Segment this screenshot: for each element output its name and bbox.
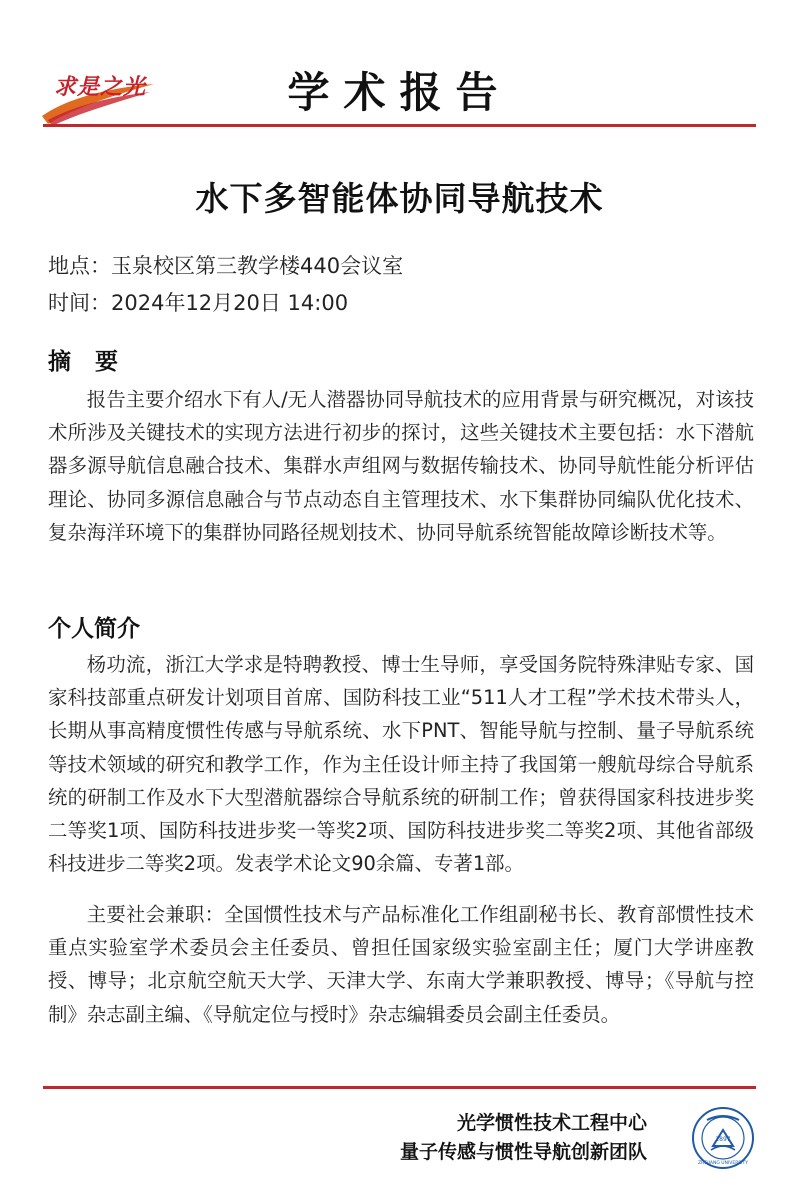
org-name-2: 量子传感与惯性导航创新团队 [399,1141,647,1163]
svg-text:ZHEJIANG UNIVERSITY: ZHEJIANG UNIVERSITY [697,1161,749,1166]
logo-text: 求是之光 [54,74,147,100]
bio-heading: 个人简介 [48,616,140,642]
footer-divider [43,1086,756,1089]
bio-paragraph-2: 主要社会兼职：全国惯性技术与产品标准化工作组副秘书长、教育部惯性技术重点实验室学术委员会主任委员、曾担任国家级实验室副主任；厦门大学讲座教授、博导；北京航空航天大学、天津大学、东南大学兼职教授、博导；《导航与控制》杂志副主编、《导航定位与授时》杂志编辑委员会副主任委员。 [48,903,754,1026]
svg-text:1897: 1897 [715,1136,731,1143]
talk-time: 时间：2024年12月20日 14:00 [48,291,349,315]
org-name-1: 光学惯性技术工程中心 [456,1112,647,1134]
talk-location: 地点：玉泉校区第三教学楼440会议室 [48,254,404,278]
zhejiang-university-seal-icon [691,1106,755,1170]
header-divider [43,124,756,127]
abstract-heading: 摘 要 [48,349,127,375]
talk-title: 水下多智能体协同导航技术 [195,179,604,218]
bio-paragraph-1: 杨功流，浙江大学求是特聘教授、博士生导师，享受国务院特殊津贴专家、国家科技部重点研发计划项目首席、国防科技工业“511人才工程”学术技术带头人，长期从事高精度惯性传感与导航系统、水下PNT、智能导航与控制、量子导航系统等技术领域的研究和教学工作，作为主任设计师主持了我国第一艘航母综合导航系统的研制工作及水下大型潜航器综合导航系统的研制工作；曾获得国家科技进步奖二等奖1项、国防科技进步奖一等奖2项、国防科技进步奖二等奖2项、其他省部级科技进步二等奖2项。发表学术论文90余篇、专著1部。 [48,653,754,876]
abstract-text: 报告主要介绍水下有人/无人潜器协同导航技术的应用背景与研究概况，对该技术所涉及关键技术的实现方法进行初步的探讨，这些关键技术主要包括：水下潜航器多源导航信息融合技术、集群水声组网与数据传输技术、协同导航性能分析评估理论、协同多源信息融合与节点动态自主管理技术、水下集群协同编队优化技术、复杂海洋环境下的集群协同路径规划技术、协同导航系统智能故障诊断技术等。 [48,388,754,544]
page-title: 学术报告 [287,68,512,117]
